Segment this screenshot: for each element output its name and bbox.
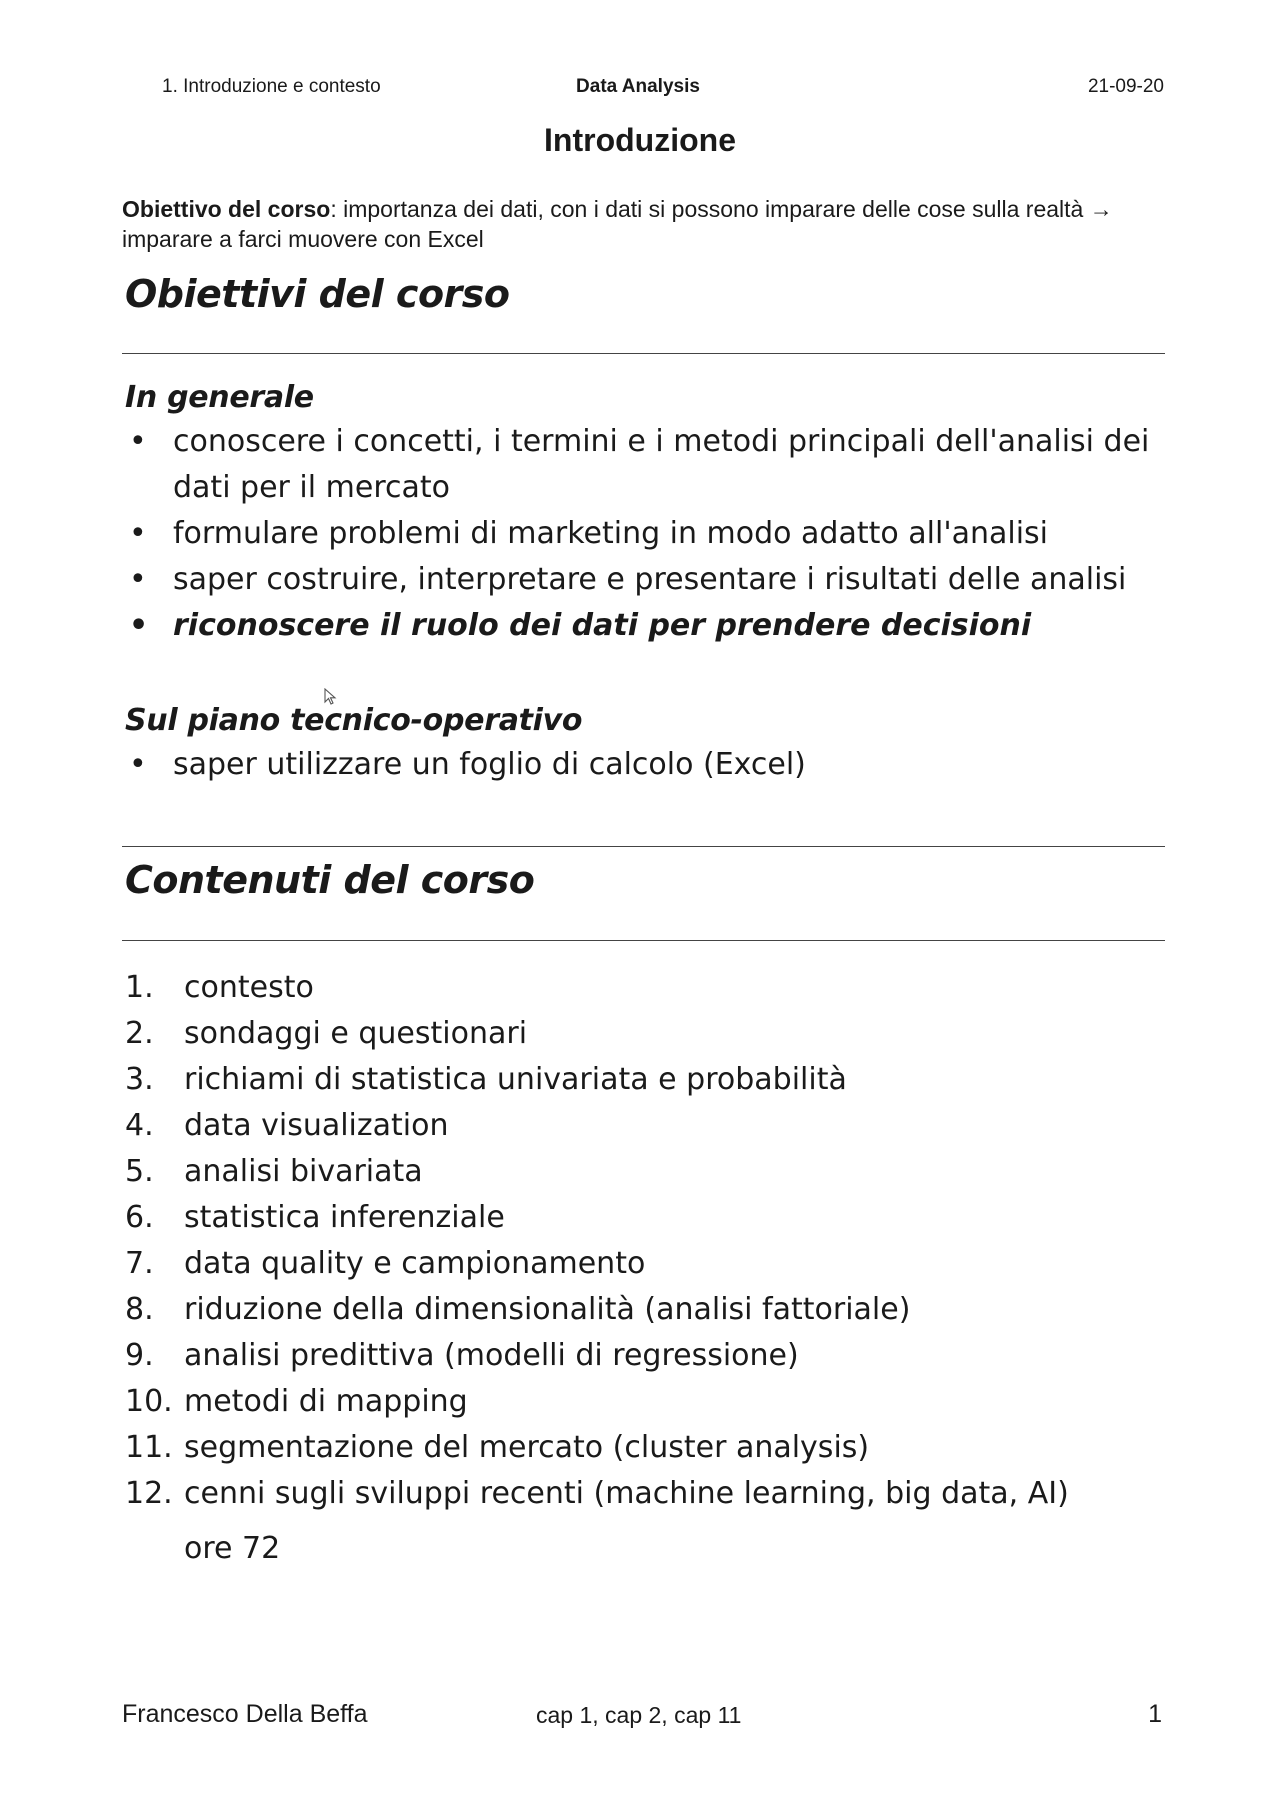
bullet-icon: •	[129, 424, 147, 459]
list-item: 8. riduzione della dimensionalità (analisi fattoriale)	[125, 1292, 911, 1327]
header-course-title: Data Analysis	[576, 76, 700, 97]
intro-bold: Obiettivo del corso	[122, 196, 331, 222]
bullet-icon: •	[129, 562, 147, 597]
divider	[122, 846, 1165, 847]
arrow-icon: →	[1089, 196, 1113, 222]
list-item: 12. cenni sugli sviluppi recenti (machine learning, big data, AI)	[125, 1476, 1069, 1511]
list-item: 11. segmentazione del mercato (cluster analysis)	[125, 1430, 870, 1465]
list-item: 5. analisi bivariata	[125, 1154, 423, 1189]
contents-title: Contenuti del corso	[125, 858, 535, 902]
divider	[122, 353, 1165, 354]
footer-chapters: cap 1, cap 2, cap 11	[536, 1702, 742, 1728]
contents-list	[125, 965, 1165, 1517]
list-item: 6. statistica inferenziale	[125, 1200, 505, 1235]
bullet-icon: •	[129, 747, 147, 782]
list-item: 7. data quality e campionamento	[125, 1246, 646, 1281]
contents-list-block	[125, 965, 1165, 1566]
list-item: • conoscere i concetti, i termini e i metodi principali dell'analisi dei dati per il mercato	[125, 419, 1165, 511]
list-item: 3. richiami di statistica univariata e probabilità	[125, 1062, 847, 1097]
technical-subtitle: Sul piano tecnico-operativo	[125, 703, 583, 738]
list-item: 10. metodi di mapping	[125, 1384, 468, 1419]
objectives-title-block	[125, 272, 1165, 316]
objectives-title: Obiettivi del corso	[125, 272, 510, 316]
bullet-icon: •	[129, 608, 149, 643]
list-item: • riconoscere il ruolo dei dati per prendere decisioni	[125, 603, 1165, 649]
list-item: • formulare problemi di marketing in modo adatto all'analisi	[125, 511, 1165, 557]
general-objectives	[125, 380, 1165, 649]
header-section: 1. Introduzione e contesto	[162, 76, 381, 97]
intro-text-2: imparare a farci muovere con Excel	[122, 226, 484, 252]
footer-author: Francesco Della Beffa	[122, 1700, 368, 1728]
divider	[122, 940, 1165, 941]
list-item: 9. analisi predittiva (modelli di regressione)	[125, 1338, 799, 1373]
contents-title-block	[125, 858, 1165, 902]
technical-list	[125, 742, 1165, 788]
general-subtitle: In generale	[125, 380, 314, 415]
list-item: 1. contesto	[125, 970, 314, 1005]
bullet-icon: •	[129, 516, 147, 551]
list-item: • saper utilizzare un foglio di calcolo (Excel)	[125, 742, 1165, 788]
intro-text: : importanza dei dati, con i dati si possono imparare delle cose sulla realtà	[330, 196, 1084, 222]
list-item: 2. sondaggi e questionari	[125, 1016, 528, 1051]
intro-paragraph	[122, 194, 1182, 254]
header-date: 21-09-20	[1087, 76, 1164, 97]
general-list	[125, 419, 1165, 649]
page-number: 1	[1148, 1700, 1162, 1728]
list-item: 4. data visualization	[125, 1108, 449, 1143]
list-item: • saper costruire, interpretare e presentare i risultati delle analisi	[125, 557, 1165, 603]
page-title: Introduzione	[544, 122, 736, 158]
course-hours: ore 72	[184, 1531, 281, 1566]
technical-objectives	[125, 703, 1165, 788]
